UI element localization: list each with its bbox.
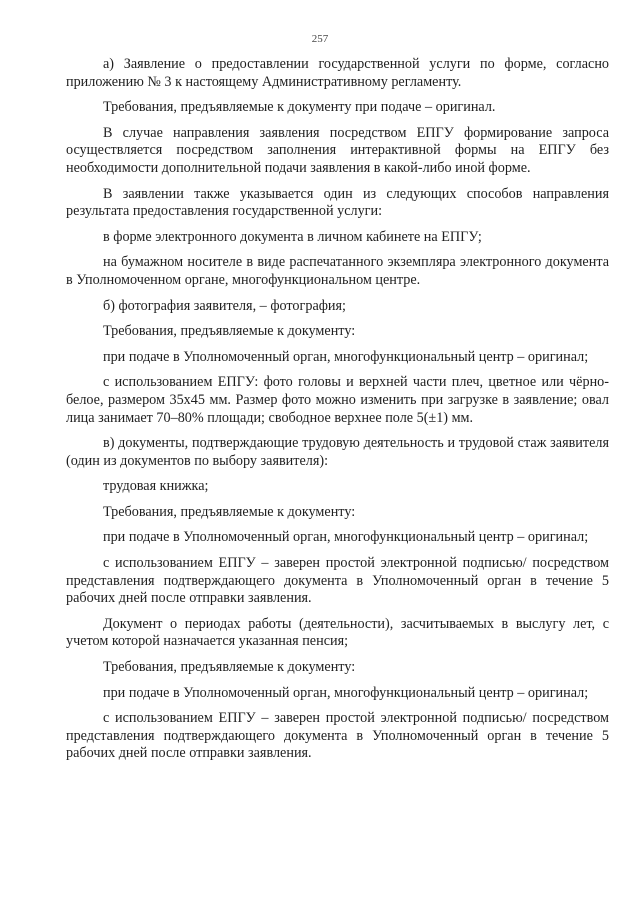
paragraph-work-book-requirements: Требования, предъявляемые к документу: [103, 503, 356, 520]
document-body [66, 56, 609, 771]
page-number: 257 [311, 33, 329, 45]
paragraph-requirements-original: Требования, предъявляемые к документу при подаче – оригинал. [103, 99, 496, 116]
paragraph-result-methods: В заявлении также указывается один из следующих способов направления результата предоставления государственной услуги: [66, 185, 609, 220]
paragraph-work-book-in-person: при подаче в Уполномоченный орган, многофункциональный центр – оригинал; [103, 529, 589, 546]
paragraph-photo-epgu: с использованием ЕПГУ: фото головы и верхней части плеч, цветное или чёрно-белое, размером 35х45 мм. Размер фото можно изменить при загрузке в заявление; овал лица занимает 70–80% площади; свободное верхнее поле 5(±1) мм. [66, 374, 609, 426]
paragraph-photo: б) фотография заявителя, – фотография; [103, 297, 346, 314]
paragraph-photo-requirements: Требования, предъявляемые к документу: [103, 323, 356, 340]
paragraph-service-period-requirements: Требования, предъявляемые к документу: [103, 659, 356, 676]
paragraph-electronic-form: в форме электронного документа в личном кабинете на ЕПГУ; [103, 228, 482, 245]
paragraph-service-period-document: Документ о периодах работы (деятельности), засчитываемых в выслугу лет, с учетом которой назначается указанная пенсия; [66, 615, 609, 650]
paragraph-service-period-epgu: с использованием ЕПГУ – заверен простой электронной подписью/ посредством представления подтверждающего документа в Уполномоченный орган в течение 5 рабочих дней после отправки заявления. [66, 710, 609, 762]
paragraph-work-book-epgu: с использованием ЕПГУ – заверен простой электронной подписью/ посредством представления подтверждающего документа в Уполномоченный орган в течение 5 рабочих дней после отправки заявления. [66, 555, 609, 607]
paragraph-epgu-request: В случае направления заявления посредством ЕПГУ формирование запроса осуществляется посредством заполнения интерактивной формы на ЕПГУ без необходимости дополнительной подачи заявления в какой-либо иной форме. [66, 124, 609, 176]
paragraph-work-book: трудовая книжка; [103, 478, 209, 495]
paragraph-service-period-in-person: при подаче в Уполномоченный орган, многофункциональный центр – оригинал; [103, 684, 589, 701]
paragraph-work-documents: в) документы, подтверждающие трудовую деятельность и трудовой стаж заявителя (один из документов по выбору заявителя): [66, 435, 609, 469]
paragraph-application: а) Заявление о предоставлении государственной услуги по форме, согласно приложению № 3 к настоящему Административному регламенту. [66, 56, 609, 90]
paragraph-paper-form: на бумажном носителе в виде распечатанного экземпляра электронного документа в Уполномоченном органе, многофункциональном центре. [66, 254, 609, 288]
paragraph-photo-in-person: при подаче в Уполномоченный орган, многофункциональный центр – оригинал; [103, 348, 589, 365]
